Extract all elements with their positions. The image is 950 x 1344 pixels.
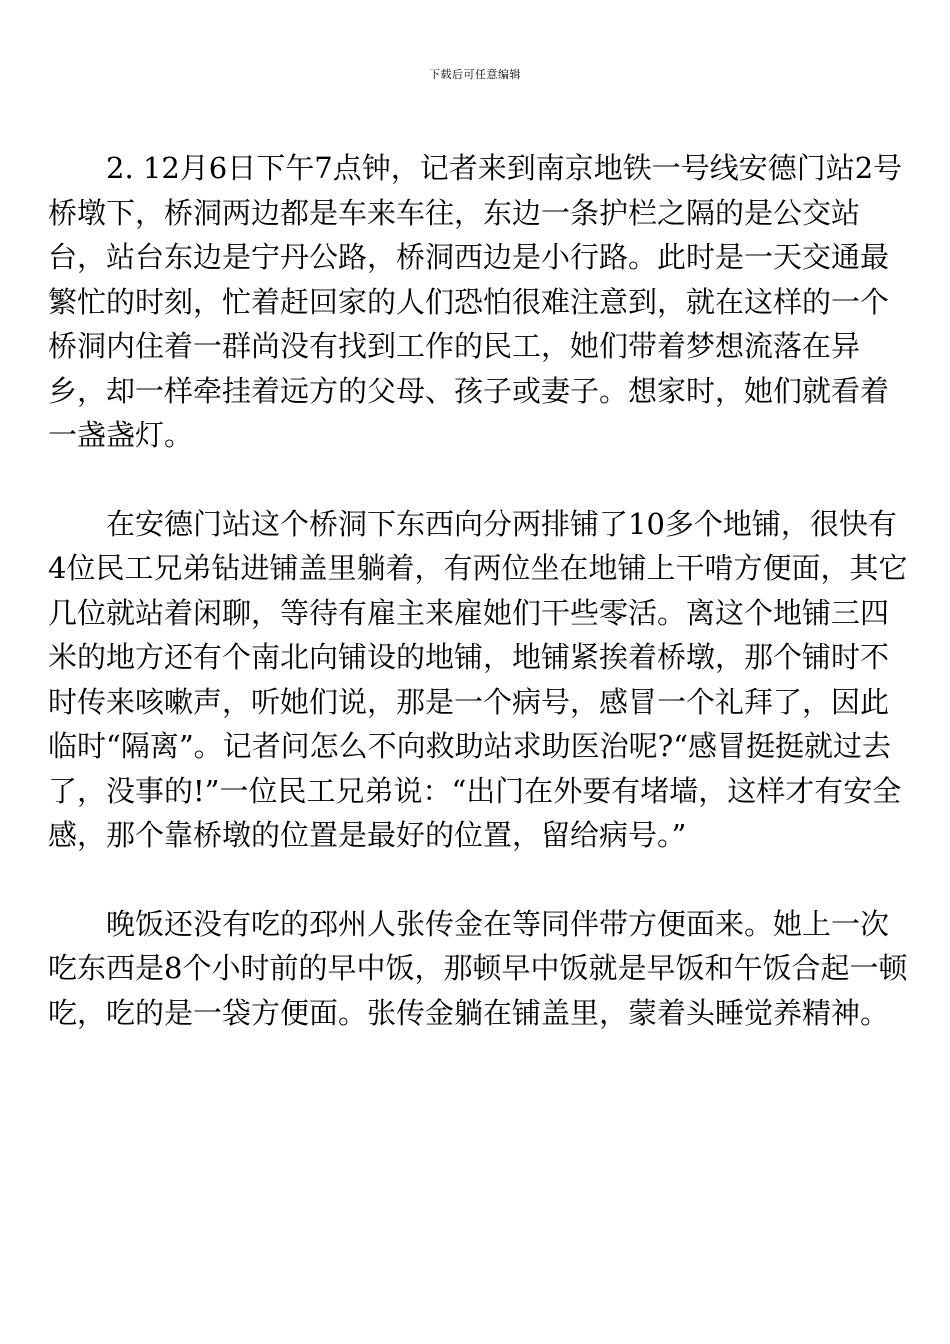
paragraph-3: 晚饭还没有吃的邳州人张传金在等同伴带方便面来。她上一次吃东西是8个小时前的早中饭，那顿早中饭就是早饭和午饭合起一顿吃，吃的是一袋方便面。张传金躺在铺盖里，蒙着头睡觉养精神。 — [48, 906, 908, 1030]
header-note: 下载后可任意编辑 — [429, 68, 521, 81]
paragraph-2: 在安德门站这个桥洞下东西向分两排铺了10多个地铺，很快有4位民工兄弟钻进铺盖里躺着，有两位坐在地铺上干啃方便面，其它几位就站着闲聊，等待有雇主来雇她们干些零活。离这个地铺三四米的地方还有个南北向铺设的地铺，地铺紧挨着桥墩，那个铺时不时传来咳嗽声，听她们说，那是一个病号，感冒一个礼拜了，因此临时“隔离”。记者问怎么不向救助站求助医治呢?“感冒挺挺就过去了，没事的!”一位民工兄弟说：“出门在外要有堵墙，这样才有安全感，那个靠桥墩的位置是最好的位置，留给病号。” — [48, 506, 908, 852]
paragraph-1: 2. 12月6日下午7点钟，记者来到南京地铁一号线安德门站2号桥墩下，桥洞两边都是车来车往，东边一条护栏之隔的是公交站台，站台东边是宁丹公路，桥洞西边是小行路。此时是一天交通最繁忙的时刻，忙着赶回家的人们恐怕很难注意到，就在这样的一个桥洞内住着一群尚没有找到工作的民工，她们带着梦想流落在异乡，却一样牵挂着远方的父母、孩子或妻子。想家时，她们就看着一盏盏灯。 — [48, 151, 903, 452]
article-body — [48, 146, 908, 1035]
